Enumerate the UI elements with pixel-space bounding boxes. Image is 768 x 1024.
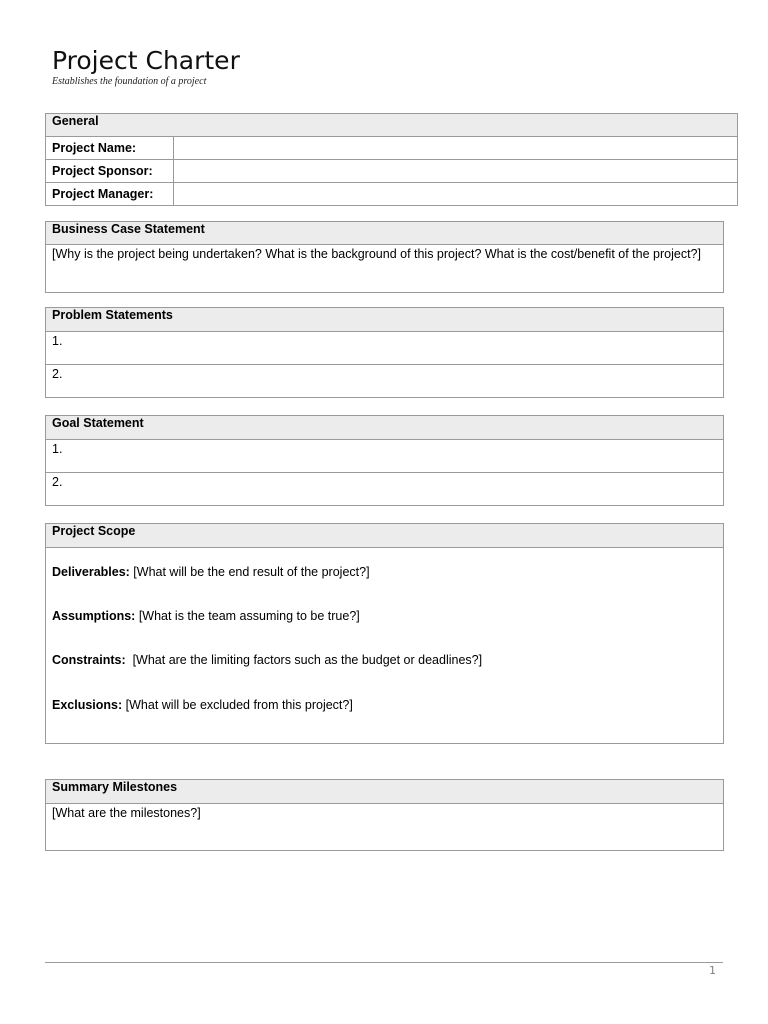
exclusions-text: [What will be excluded from this project?]: [122, 698, 353, 712]
project-name-label: Project Name:: [46, 137, 174, 160]
assumptions-label: Assumptions:: [52, 609, 136, 623]
deliverables-text: [What will be the end result of the project?]: [129, 565, 370, 579]
constraints-label: Constraints:: [52, 653, 126, 667]
deliverables-label: Deliverables:: [52, 565, 130, 579]
exclusions-line: [52, 698, 353, 713]
page-subtitle: Establishes the foundation of a project: [52, 76, 207, 87]
summary-milestones-text[interactable]: [What are the milestones?]: [46, 804, 724, 851]
general-table: [45, 113, 738, 206]
goal-statement-heading: Goal Statement: [46, 416, 724, 440]
project-sponsor-label: Project Sponsor:: [46, 160, 174, 183]
page-number: 1: [709, 964, 716, 977]
constraints-text: [What are the limiting factors such as the budget or deadlines?]: [125, 653, 483, 667]
exclusions-label: Exclusions:: [52, 698, 123, 712]
problem-statement-item[interactable]: 2.: [46, 365, 724, 398]
assumptions-line: [52, 609, 360, 624]
footer-divider: [45, 962, 723, 963]
problem-statements-table: [45, 307, 724, 398]
business-case-text[interactable]: [Why is the project being undertaken? What is the background of this project? What is the cost/benefit of the project?]: [46, 245, 724, 293]
project-name-field[interactable]: [174, 137, 738, 160]
project-sponsor-field[interactable]: [174, 160, 738, 183]
goal-statement-table: [45, 415, 724, 506]
summary-milestones-heading: Summary Milestones: [46, 780, 724, 804]
project-scope-heading: Project Scope: [46, 524, 724, 548]
problem-statements-heading: Problem Statements: [46, 308, 724, 332]
project-scope-table: [45, 523, 724, 744]
problem-statement-item[interactable]: 1.: [46, 332, 724, 365]
business-case-table: [45, 221, 724, 293]
general-heading: General: [46, 114, 738, 137]
project-manager-field[interactable]: [174, 183, 738, 206]
business-case-heading: Business Case Statement: [46, 222, 724, 245]
summary-milestones-table: [45, 779, 724, 851]
project-scope-body[interactable]: [46, 548, 724, 744]
project-manager-label: Project Manager:: [46, 183, 174, 206]
constraints-line: [52, 653, 482, 668]
page-title: Project Charter: [52, 46, 240, 75]
goal-statement-item[interactable]: 1.: [46, 440, 724, 473]
deliverables-line: [52, 565, 370, 580]
goal-statement-item[interactable]: 2.: [46, 473, 724, 506]
assumptions-text: [What is the team assuming to be true?]: [135, 609, 360, 623]
